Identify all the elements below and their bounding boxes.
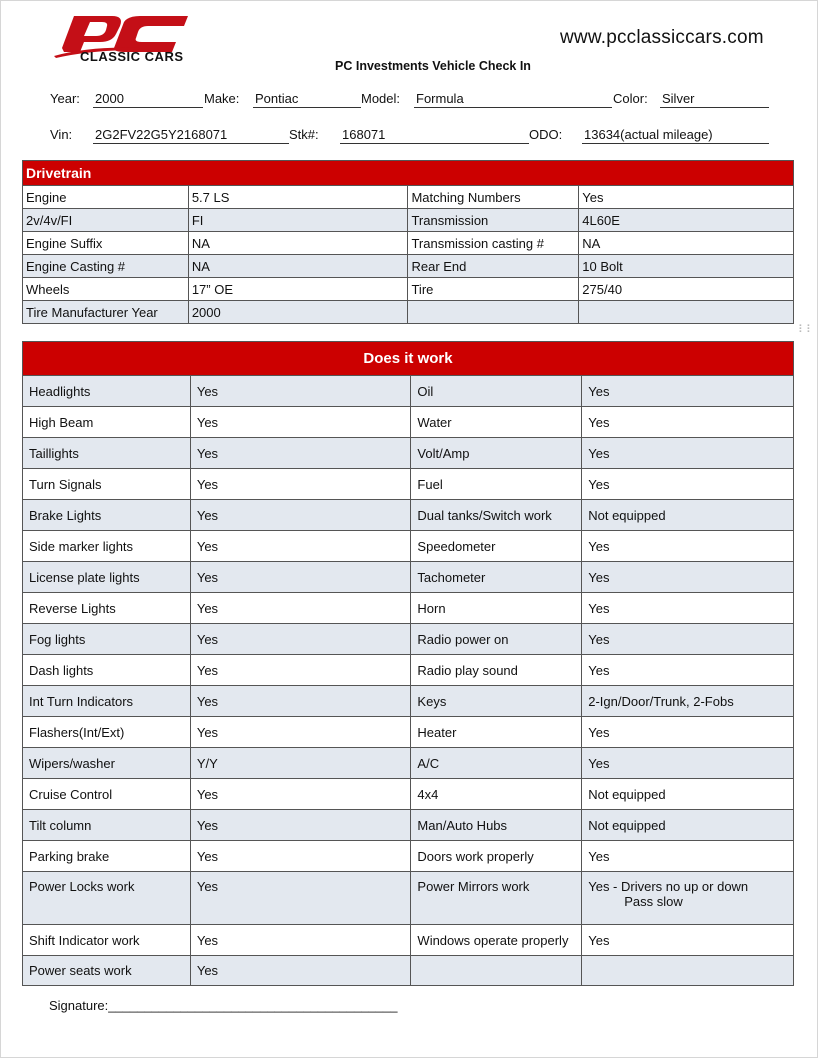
check-item-value[interactable]: Not equipped	[582, 779, 794, 810]
table-row	[23, 232, 794, 255]
check-item-value[interactable]: Yes	[582, 469, 794, 500]
table-row	[23, 301, 794, 324]
check-item-label: Doors work properly	[411, 841, 582, 872]
check-item-value[interactable]: Yes	[190, 438, 411, 469]
check-item-label: Radio play sound	[411, 655, 582, 686]
table-row	[23, 748, 794, 779]
drivetrain-value[interactable]: 275/40	[579, 278, 794, 301]
table-row	[23, 407, 794, 438]
power-mirrors-value: Yes - Drivers no up or down	[588, 879, 749, 894]
check-item-value[interactable]: Yes	[582, 376, 794, 407]
odo-label: ODO:	[529, 127, 563, 142]
check-item-value[interactable]: Yes	[190, 686, 411, 717]
vin-field[interactable]: 2G2FV22G5Y2168071	[93, 127, 289, 144]
table-row	[23, 717, 794, 748]
check-item-value[interactable]: Not equipped	[582, 500, 794, 531]
check-item-label: License plate lights	[23, 562, 191, 593]
check-item-label	[411, 956, 582, 986]
check-item-label: Water	[411, 407, 582, 438]
check-item-value[interactable]: Yes	[582, 624, 794, 655]
vin-label: Vin:	[50, 127, 73, 142]
check-item-label: Oil	[411, 376, 582, 407]
check-item-label: Taillights	[23, 438, 191, 469]
document-title: PC Investments Vehicle Check In	[335, 59, 531, 73]
check-item-value[interactable]: 2-Ign/Door/Trunk, 2-Fobs	[582, 686, 794, 717]
drivetrain-table	[22, 160, 794, 324]
drivetrain-label	[408, 301, 579, 324]
website-url[interactable]: www.pcclassiccars.com	[560, 27, 764, 48]
check-item-label: Tachometer	[411, 562, 582, 593]
odo-field[interactable]: 13634(actual mileage)	[582, 127, 769, 144]
check-item-value[interactable]	[582, 956, 794, 986]
check-item-value-multiline[interactable]	[582, 872, 794, 925]
check-item-label: Parking brake	[23, 841, 191, 872]
check-item-value[interactable]: Yes	[190, 779, 411, 810]
check-item-label: Volt/Amp	[411, 438, 582, 469]
drivetrain-label: Transmission casting #	[408, 232, 579, 255]
table-row	[23, 872, 794, 925]
does-it-work-heading: Does it work	[23, 342, 794, 376]
stk-field[interactable]: 168071	[340, 127, 529, 144]
check-item-value[interactable]: Yes	[190, 531, 411, 562]
check-item-value[interactable]: Yes	[190, 925, 411, 956]
table-row	[23, 841, 794, 872]
table-row	[23, 779, 794, 810]
check-item-label: Power Mirrors work	[411, 872, 582, 925]
check-item-value[interactable]: Yes	[582, 925, 794, 956]
table-row	[23, 925, 794, 956]
check-item-value[interactable]: Yes	[582, 717, 794, 748]
check-item-label: Radio power on	[411, 624, 582, 655]
table-row	[23, 531, 794, 562]
drivetrain-label: Wheels	[23, 278, 189, 301]
check-item-value[interactable]: Yes	[190, 500, 411, 531]
drivetrain-value[interactable]: 10 Bolt	[579, 255, 794, 278]
drivetrain-label: 2v/4v/FI	[23, 209, 189, 232]
check-item-label: Headlights	[23, 376, 191, 407]
check-item-label: Fuel	[411, 469, 582, 500]
check-item-value[interactable]: Yes	[190, 655, 411, 686]
check-item-label: Fog lights	[23, 624, 191, 655]
check-item-value[interactable]: Not equipped	[582, 810, 794, 841]
drivetrain-value[interactable]: 4L60E	[579, 209, 794, 232]
table-row	[23, 278, 794, 301]
check-item-label: Dash lights	[23, 655, 191, 686]
drivetrain-label: Engine Suffix	[23, 232, 189, 255]
make-label: Make:	[204, 91, 240, 106]
check-item-label: Wipers/washer	[23, 748, 191, 779]
check-item-value[interactable]: Yes	[190, 717, 411, 748]
drivetrain-value[interactable]: Yes	[579, 186, 794, 209]
check-item-label: Speedometer	[411, 531, 582, 562]
table-row	[23, 956, 794, 986]
check-item-value[interactable]: Yes	[190, 407, 411, 438]
check-item-label: High Beam	[23, 407, 191, 438]
drivetrain-heading: Drivetrain	[23, 161, 794, 186]
check-item-label: Heater	[411, 717, 582, 748]
check-item-label: Keys	[411, 686, 582, 717]
check-item-label: Dual tanks/Switch work	[411, 500, 582, 531]
check-item-value[interactable]: Yes	[190, 956, 411, 986]
signature-line[interactable]: Signature:________________________________________	[49, 998, 398, 1013]
table-row	[23, 562, 794, 593]
check-item-value[interactable]: Yes	[582, 531, 794, 562]
drivetrain-value[interactable]: NA	[188, 255, 408, 278]
check-item-label: Power seats work	[23, 956, 191, 986]
check-item-label: Power Locks work	[23, 872, 191, 925]
check-item-label: Turn Signals	[23, 469, 191, 500]
drivetrain-label: Tire Manufacturer Year	[23, 301, 189, 324]
table-row	[23, 810, 794, 841]
year-field[interactable]: 2000	[93, 91, 203, 108]
does-it-work-table	[22, 341, 794, 986]
drivetrain-value[interactable]: 5.7 LS	[188, 186, 408, 209]
drivetrain-label: Tire	[408, 278, 579, 301]
table-row	[23, 186, 794, 209]
drivetrain-label: Engine Casting #	[23, 255, 189, 278]
check-item-value[interactable]: Yes	[190, 810, 411, 841]
color-field[interactable]: Silver	[660, 91, 769, 108]
model-field[interactable]: Formula	[414, 91, 612, 108]
year-label: Year:	[50, 91, 80, 106]
check-item-value[interactable]: Yes	[190, 624, 411, 655]
color-label: Color:	[613, 91, 648, 106]
check-item-value[interactable]: Yes	[190, 593, 411, 624]
check-item-label: 4x4	[411, 779, 582, 810]
drag-handle-icon[interactable]: ⠇⠇	[798, 324, 815, 336]
check-item-label: Shift Indicator work	[23, 925, 191, 956]
drivetrain-label: Engine	[23, 186, 189, 209]
check-item-label: Cruise Control	[23, 779, 191, 810]
check-item-label: Tilt column	[23, 810, 191, 841]
table-row	[23, 593, 794, 624]
check-item-value[interactable]: Yes	[582, 438, 794, 469]
check-item-label: Windows operate properly	[411, 925, 582, 956]
check-item-value[interactable]: Yes	[190, 376, 411, 407]
drivetrain-label: Rear End	[408, 255, 579, 278]
table-row	[23, 624, 794, 655]
check-item-label: Horn	[411, 593, 582, 624]
make-field[interactable]: Pontiac	[253, 91, 361, 108]
check-item-label: Reverse Lights	[23, 593, 191, 624]
power-mirrors-note: Pass slow	[624, 894, 683, 909]
drivetrain-value[interactable]: NA	[579, 232, 794, 255]
check-item-value[interactable]: Yes	[190, 562, 411, 593]
check-item-label: Brake Lights	[23, 500, 191, 531]
drivetrain-label: Matching Numbers	[408, 186, 579, 209]
drivetrain-value[interactable]	[579, 301, 794, 324]
drivetrain-label: Transmission	[408, 209, 579, 232]
check-item-value[interactable]: Yes	[190, 841, 411, 872]
logo-text: CLASSIC CARS	[80, 49, 184, 64]
check-item-value[interactable]: Y/Y	[190, 748, 411, 779]
model-label: Model:	[361, 91, 401, 106]
table-row	[23, 255, 794, 278]
table-row	[23, 500, 794, 531]
drivetrain-value[interactable]: 17” OE	[188, 278, 408, 301]
drivetrain-value[interactable]: FI	[188, 209, 408, 232]
check-item-value[interactable]: Yes	[190, 872, 411, 925]
drivetrain-value[interactable]: NA	[188, 232, 408, 255]
check-item-value[interactable]: Yes	[582, 562, 794, 593]
stk-label: Stk#:	[289, 127, 319, 142]
table-row	[23, 438, 794, 469]
check-item-label: Side marker lights	[23, 531, 191, 562]
check-item-value[interactable]: Yes	[582, 407, 794, 438]
table-row	[23, 209, 794, 232]
check-item-label: Int Turn Indicators	[23, 686, 191, 717]
check-item-value[interactable]: Yes	[582, 593, 794, 624]
check-item-label: A/C	[411, 748, 582, 779]
check-item-label: Man/Auto Hubs	[411, 810, 582, 841]
table-row	[23, 469, 794, 500]
table-row	[23, 376, 794, 407]
table-row	[23, 655, 794, 686]
check-item-value[interactable]: Yes	[190, 469, 411, 500]
check-item-value[interactable]: Yes	[582, 748, 794, 779]
table-row	[23, 686, 794, 717]
drivetrain-value[interactable]: 2000	[188, 301, 408, 324]
check-item-value[interactable]: Yes	[582, 655, 794, 686]
check-item-value[interactable]: Yes	[582, 841, 794, 872]
check-item-label: Flashers(Int/Ext)	[23, 717, 191, 748]
